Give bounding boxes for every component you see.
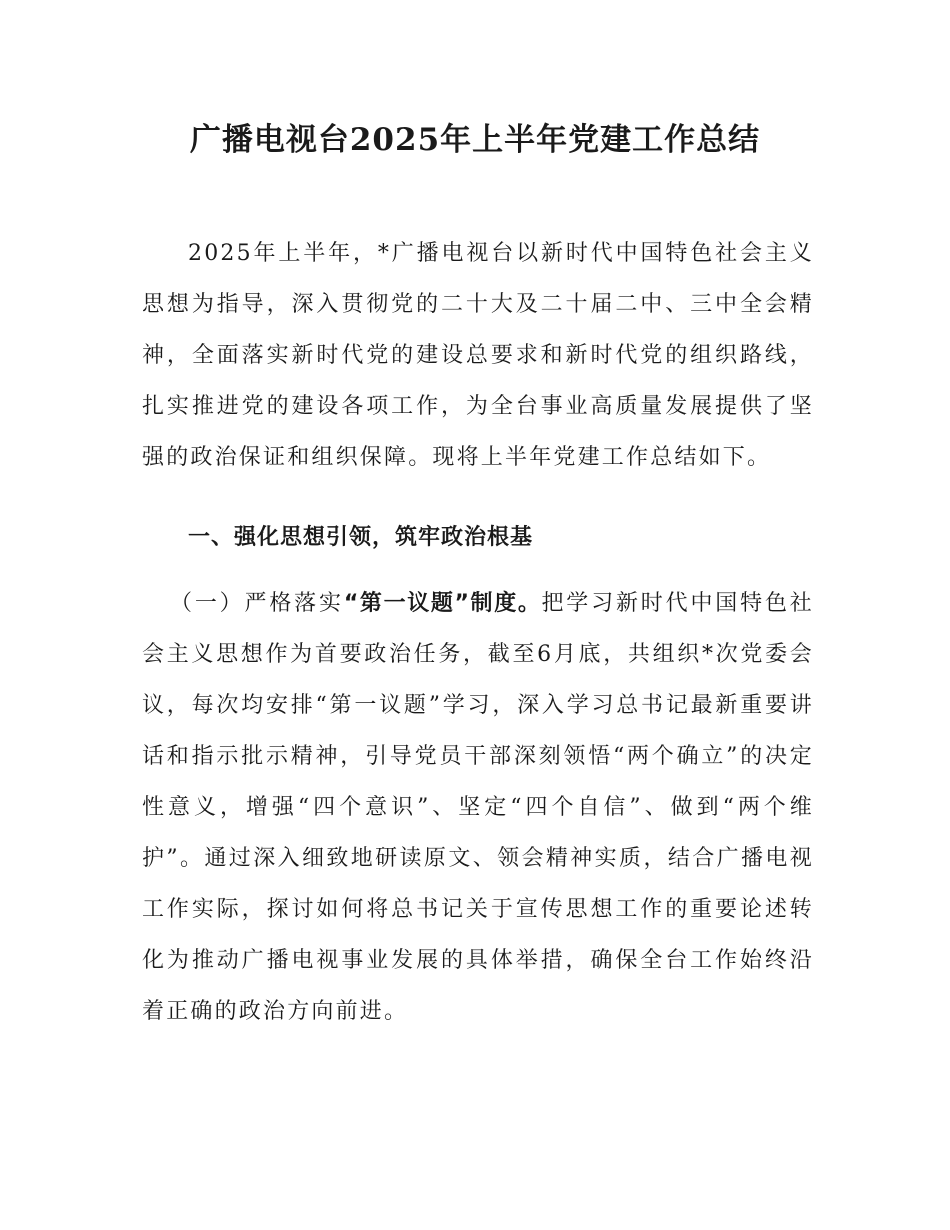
subsection-1-bold-title: “第一议题”制度。 [343,591,542,616]
subsection-1-label: （一）严格落实 [170,591,344,616]
subsection-1-paragraph [142,578,814,1037]
section-1-heading: 一、强化思想引领，筑牢政治根基 [188,525,534,550]
intro-paragraph: 2025年上半年，*广播电视台以新时代中国特色社会主义思想为指导，深入贯彻党的二十大及二十届二中、三中全会精神，全面落实新时代党的建设总要求和新时代党的组织路线，扎实推进党的建设各项工作，为全台事业高质量发展提供了坚强的政治保证和组织保障。现将上半年党建工作总结如下。 [142,241,814,470]
document-title: 广播电视台2025年上半年党建工作总结 [189,122,761,158]
subsection-1-text: 把学习新时代中国特色社会主义思想作为首要政治任务，截至6月底，共组织*次党委会议，每次均安排“第一议题”学习，深入学习总书记最新重要讲话和指示批示精神，引导党员干部深刻领悟“两个确立”的决定性意义，增强“四个意识”、坚定“四个自信”、做到“两个维护”。通过深入细致地研读原文、领会精神实质，结合广播电视工作实际，探讨如何将总书记关于宣传思想工作的重要论述转化为推动广播电视事业发展的具体举措，确保全台工作始终沿着正确的政治方向前进。 [142,591,815,1024]
